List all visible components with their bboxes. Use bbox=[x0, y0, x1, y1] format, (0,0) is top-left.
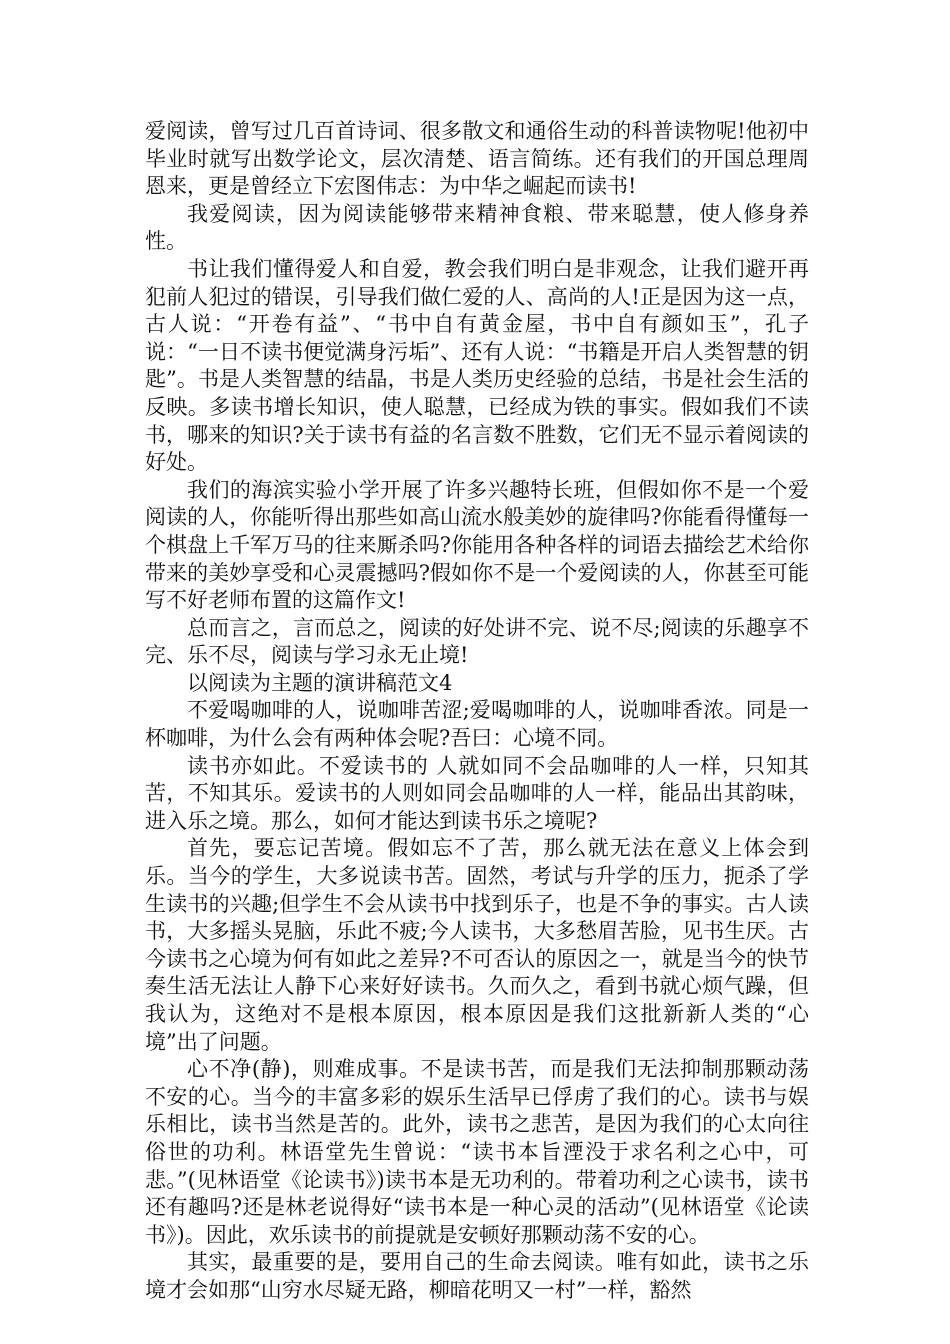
paragraph-6: 不爱喝咖啡的人，说咖啡苦涩;爱喝咖啡的人，说咖啡香浓。同是一杯咖啡，为什么会有两种体会呢?吾曰：心境不同。 bbox=[145, 698, 809, 751]
document-body bbox=[145, 118, 809, 1305]
paragraph-10: 其实，最重要的是，要用自己的生命去阅读。唯有如此，读书之乐境才会如那“山穷水尽疑无路，柳暗花明又一村”一样，豁然 bbox=[145, 1250, 809, 1302]
paragraph-9: 心不净(静)，则难成事。不是读书苦，而是我们无法抑制那颗动荡不安的心。当今的丰富多彩的娱乐生活早已俘虏了我们的心。读书与娱乐相比，读书当然是苦的。此外，读书之悲苦，是因为我们的心太向往俗世的功利。林语堂先生曾说：“读书本旨湮没于求名利之心中，可悲。”(见林语堂《论读书》)读书本是无功利的。带着功利之心读书，读书还有趣吗?还是林老说得好“读书本是一种心灵的活动”(见林语堂《论读书》)。因此，欢乐读书的前提就是安顿好那颗动荡不安的心。 bbox=[145, 1057, 809, 1247]
paragraph-5: 总而言之，言而总之，阅读的好处讲不完、说不尽;阅读的乐趣享不完、乐不尽，阅读与学习永无止境! bbox=[145, 615, 809, 668]
paragraph-1: 爱阅读，曾写过几百首诗词、很多散文和通俗生动的科普读物呢!他初中毕业时就写出数学论文，层次清楚、语言简练。还有我们的开国总理周恩来，更是曾经立下宏图伟志：为中华之崛起而读书! bbox=[145, 119, 809, 199]
section-heading: 以阅读为主题的演讲稿范文4 bbox=[187, 670, 453, 695]
paragraph-2: 我爱阅读，因为阅读能够带来精神食粮、带来聪慧，使人修身养性。 bbox=[145, 201, 809, 254]
paragraph-8: 首先，要忘记苦境。假如忘不了苦，那么就无法在意义上体会到乐。当今的学生，大多说读书苦。固然，考试与升学的压力，扼杀了学生读书的兴趣;但学生不会从读书中找到乐子，也是不争的事实。古人读书，大多摇头晃脑，乐此不疲;今人读书，大多愁眉苦脸，见书生厌。古今读书之心境为何有如此之差异?不可否认的原因之一，就是当今的快节奏生活无法让人静下心来好好读书。久而久之，看到书就心烦气躁，但我认为，这绝对不是根本原因，根本原因是我们这批新新人类的“心境”出了问题。 bbox=[145, 836, 809, 1054]
paragraph-3: 书让我们懂得爱人和自爱，教会我们明白是非观念，让我们避开再犯前人犯过的错误，引导我们做仁爱的人、高尚的人!正是因为这一点，古人说：“开卷有益”、“书中自有黄金屋，书中自有颜如玉”，孔子说：“一日不读书便觉满身污垢”、还有人说：“书籍是开启人类智慧的钥匙”。书是人类智慧的结晶，书是人类历史经验的总结，书是社会生活的反映。多读书增长知识，使人聪慧，已经成为铁的事实。假如我们不读书，哪来的知识?关于读书有益的名言数不胜数，它们无不显示着阅读的好处。 bbox=[145, 256, 809, 475]
paragraph-4: 我们的海滨实验小学开展了许多兴趣特长班，但假如你不是一个爱阅读的人，你能听得出那些如高山流水般美妙的旋律吗?你能看得懂每一个棋盘上千军万马的往来厮杀吗?你能用各种各样的词语去描绘艺术给你带来的美妙享受和心灵震撼吗?假如你不是一个爱阅读的人，你甚至可能写不好老师布置的这篇作文! bbox=[145, 477, 809, 613]
paragraph-7: 读书亦如此。不爱读书的 人就如同不会品咖啡的人一样，只知其苦，不知其乐。爱读书的人则如同会品咖啡的人一样，能品出其韵味，进入乐之境。那么，如何才能达到读书乐之境呢? bbox=[145, 753, 809, 833]
